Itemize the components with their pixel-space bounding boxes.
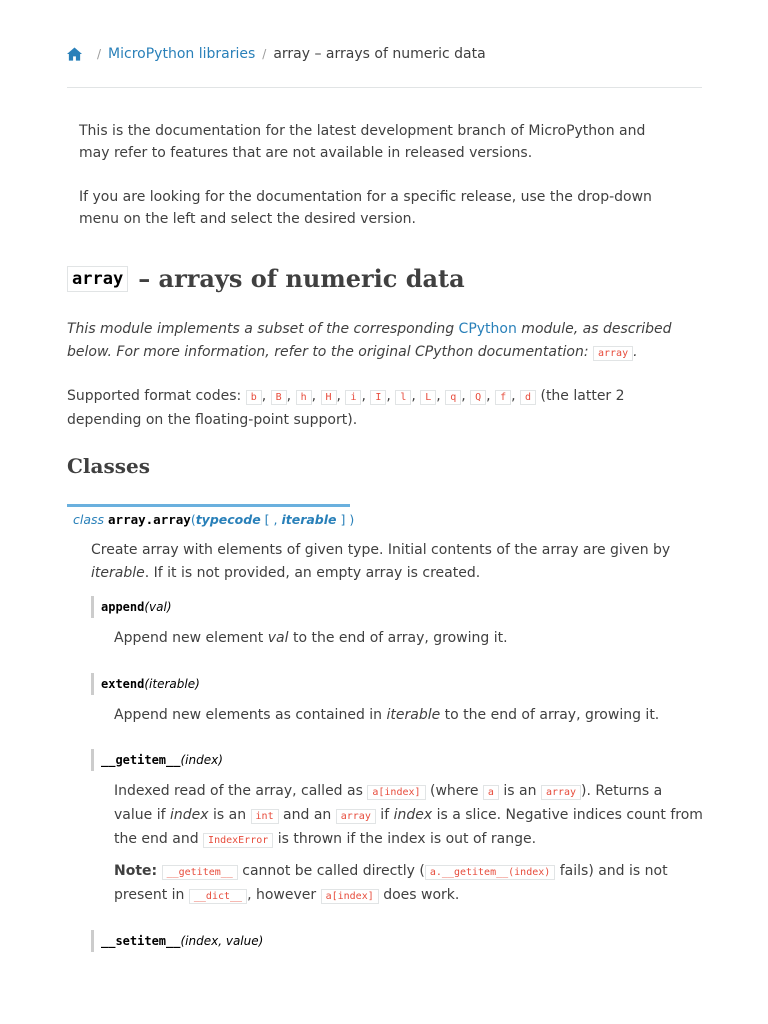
array-doc-link[interactable]: array <box>593 346 633 361</box>
method-getitem-signature <box>91 749 223 771</box>
signature-param-typecode: typecode <box>195 512 261 527</box>
home-icon[interactable] <box>67 47 82 61</box>
signature-paren: ( <box>190 512 196 527</box>
module-intro <box>67 318 697 365</box>
format-code: l <box>395 390 411 405</box>
cpython-link[interactable]: CPython <box>458 321 517 337</box>
format-code: Q <box>470 390 486 405</box>
notice-paragraph-2: If you are looking for the documentation for a specific release, use the drop-down menu on the left and select the desired version. <box>79 189 652 227</box>
inline-code: __getitem__ <box>162 865 238 880</box>
title-code: array <box>67 266 128 292</box>
class-description <box>91 539 703 585</box>
inline-code: a[index] <box>367 785 425 800</box>
method-getitem-description <box>114 780 704 852</box>
signature-top-border <box>67 504 350 507</box>
method-append-description <box>114 627 704 650</box>
desc-param: iterable <box>386 707 441 723</box>
format-code: H <box>321 390 337 405</box>
desc-param: val <box>267 630 289 646</box>
class-signature <box>73 512 354 527</box>
method-extend-description <box>114 704 704 727</box>
method-extend-signature <box>91 673 200 695</box>
inline-code[interactable]: IndexError <box>203 833 273 848</box>
desc-text: to the end of array, growing it. <box>440 707 660 723</box>
desc-text: and an <box>278 807 336 823</box>
inline-code[interactable]: array <box>336 809 376 824</box>
method-name: extend <box>101 677 145 691</box>
breadcrumb-current: array – arrays of numeric data <box>273 46 486 62</box>
signature-param-iterable: iterable <box>281 512 337 527</box>
note-text: does work. <box>378 887 460 903</box>
signature-close: ] ) <box>336 512 355 527</box>
note-label: Note: <box>114 863 158 879</box>
desc-text: (where <box>425 783 483 799</box>
desc-text: if <box>375 807 394 823</box>
format-code: i <box>345 390 361 405</box>
breadcrumb-separator: / <box>262 47 267 61</box>
breadcrumb-separator: / <box>97 47 102 61</box>
inline-code[interactable]: array <box>541 785 581 800</box>
desc-text: is thrown if the index is out of range. <box>273 831 537 847</box>
format-code: L <box>420 390 436 405</box>
breadcrumb-link-libraries[interactable]: MicroPython libraries <box>108 46 256 62</box>
signature-bracket: [ , <box>260 512 282 527</box>
desc-text: to the end of array, growing it. <box>288 630 508 646</box>
desc-param: index <box>393 807 433 823</box>
breadcrumb <box>67 46 486 62</box>
signature-keyword: class <box>73 512 105 527</box>
inline-code[interactable]: int <box>251 809 279 824</box>
desc-text: is a slice. Negative indices count from the end and <box>114 807 703 847</box>
notice-paragraph-1: This is the documentation for the latest development branch of MicroPython and may refer to features that are not available in released versions. <box>79 123 646 161</box>
note-text <box>157 863 161 879</box>
method-args: (index) <box>180 753 223 767</box>
desc-text: Append new element <box>114 630 268 646</box>
page-title <box>67 264 465 293</box>
format-code: f <box>495 390 511 405</box>
intro-text-1: This module implements a subset of the corresponding <box>67 321 459 337</box>
method-name: __setitem__ <box>101 934 181 948</box>
formats-suffix: (the latter 2 depending on the floating-point support). <box>67 388 625 428</box>
format-code: q <box>445 390 461 405</box>
note-text: cannot be called directly ( <box>237 863 425 879</box>
format-code: I <box>370 390 386 405</box>
class-desc-param: iterable <box>91 565 145 581</box>
method-name: __getitem__ <box>101 753 181 767</box>
inline-code: a <box>483 785 499 800</box>
dev-version-notice <box>79 120 679 164</box>
desc-text: Indexed read of the array, called as <box>114 783 368 799</box>
desc-param: index <box>169 807 209 823</box>
note-text: , however <box>247 887 321 903</box>
dev-version-notice-2 <box>79 186 679 230</box>
inline-code: a.__getitem__(index) <box>425 865 555 880</box>
method-getitem-note <box>114 860 704 908</box>
method-name: append <box>101 600 145 614</box>
classes-heading: Classes <box>67 454 150 478</box>
intro-text-2: module, as described below. For more information, refer to the original CPython documentation: <box>67 321 672 360</box>
method-args: (index, value) <box>180 934 264 948</box>
desc-text: is an <box>208 807 251 823</box>
method-append-signature <box>91 596 172 618</box>
header-divider <box>67 87 702 88</box>
format-codes: Supported format codes: b , B , h , H , i , I , l , L , q , Q , f , d (the latter 2 depending on the floating-point support). <box>67 388 625 428</box>
desc-text: ). Returns a value if <box>114 783 663 823</box>
method-args: (iterable) <box>144 677 200 691</box>
class-desc-text-1: Create array with elements of given type. Initial contents of the array are given by <box>91 542 671 558</box>
intro-text-3: . <box>633 344 638 360</box>
method-setitem-signature <box>91 930 263 952</box>
desc-text: is an <box>498 783 541 799</box>
class-desc-text-2: . If it is not provided, an empty array is created. <box>144 565 481 581</box>
format-code: B <box>271 390 287 405</box>
method-args: (val) <box>144 600 172 614</box>
format-code: d <box>520 390 536 405</box>
inline-code: a[index] <box>321 889 379 904</box>
inline-code: __dict__ <box>189 889 247 904</box>
format-code: h <box>296 390 312 405</box>
format-code: b <box>246 390 262 405</box>
desc-text: Append new elements as contained in <box>114 707 387 723</box>
note-text: fails) and is not present in <box>114 863 668 903</box>
formats-prefix: Supported format codes: <box>67 388 246 404</box>
title-text: – arrays of numeric data <box>138 264 465 293</box>
signature-name: array.array <box>108 512 191 527</box>
